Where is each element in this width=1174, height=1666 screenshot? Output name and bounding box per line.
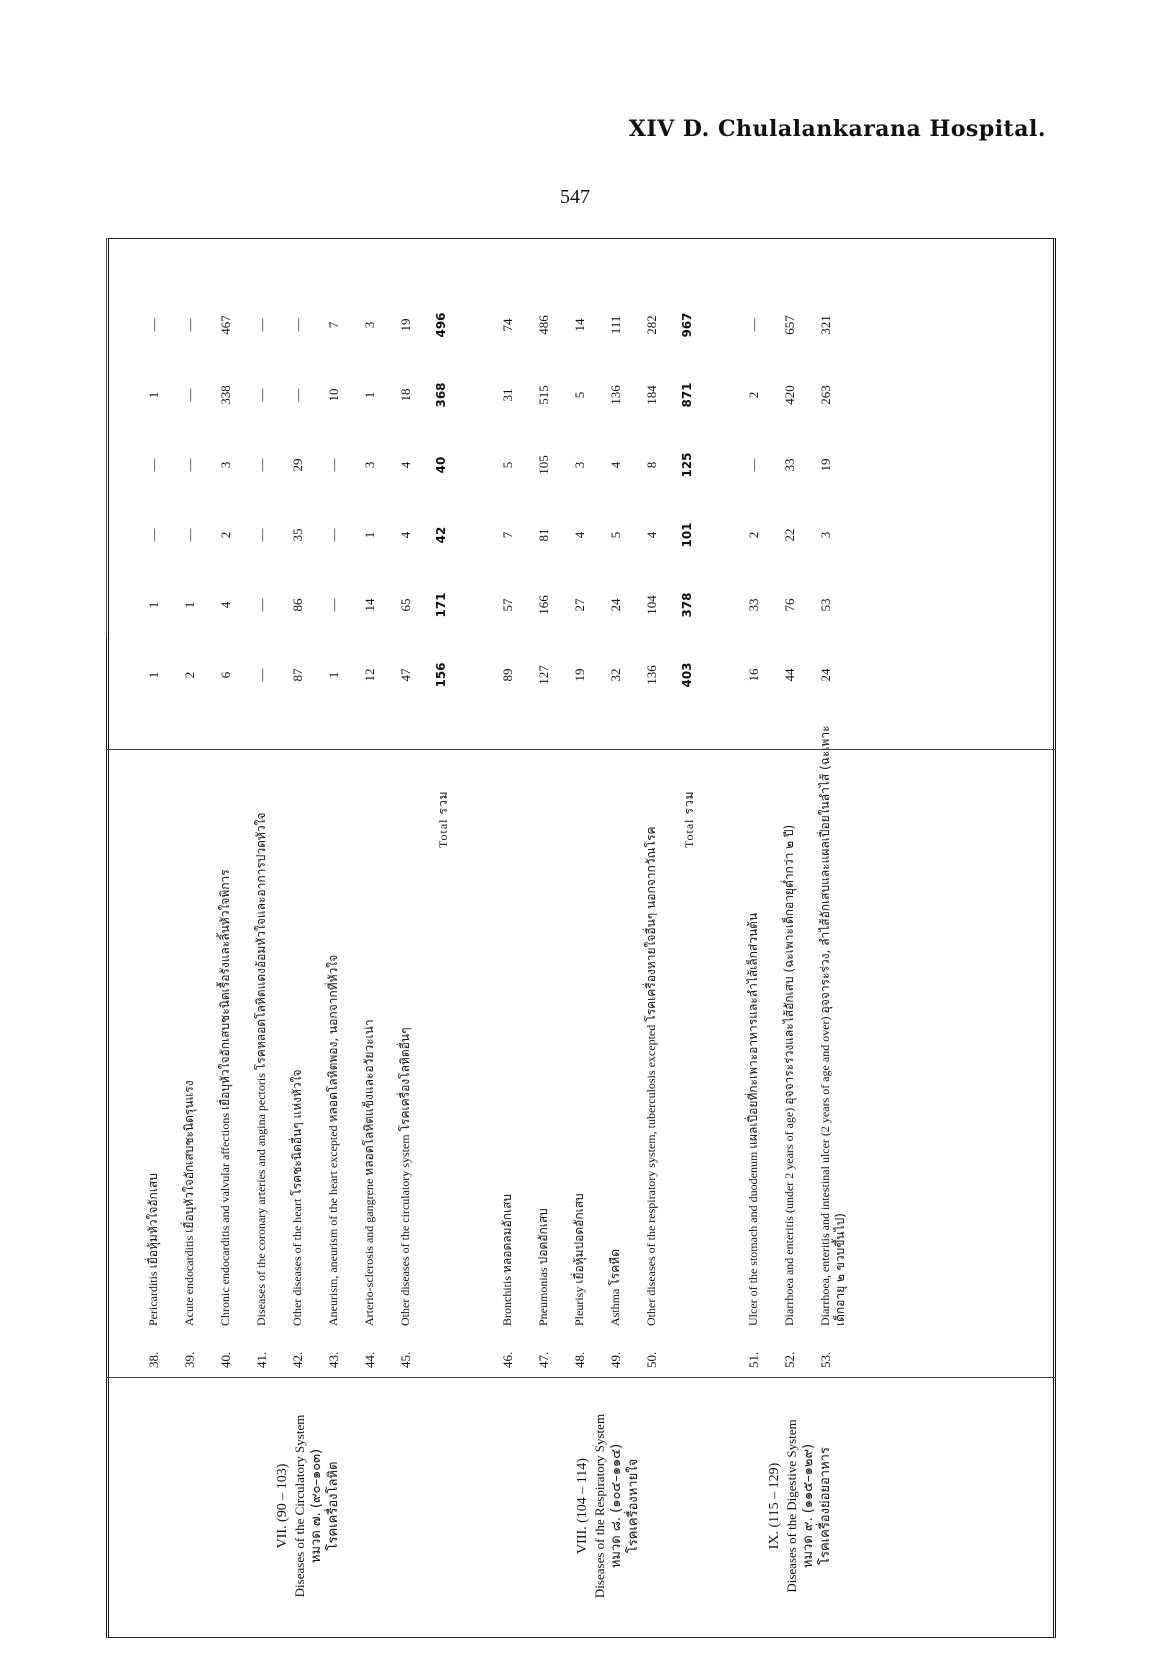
row-value: — — [254, 528, 269, 542]
row-value: 4 — [644, 531, 659, 539]
row-code: 43. — [326, 1351, 341, 1368]
row-value: 3 — [818, 531, 833, 539]
row-description-english: Diseases of the coronary arteries and angina pectoris — [254, 1070, 268, 1326]
total-value: 967 — [680, 312, 694, 338]
row-value: 6 — [218, 671, 233, 679]
total-row — [434, 243, 474, 1368]
total-label-thai: รวม — [682, 790, 696, 815]
row-value: 5 — [500, 461, 515, 469]
row-description-english: Other diseases of the respiratory system, tuberculosis excepted — [644, 1021, 658, 1326]
row-value: 89 — [500, 668, 515, 682]
total-value: 378 — [680, 592, 694, 618]
row-value: 136 — [608, 385, 623, 405]
row-description — [146, 716, 161, 1326]
row-description-thai: เยื่อหุ้มหัวใจอักเสบ — [146, 1173, 160, 1269]
group-title: VII. (90 – 103) — [275, 1463, 290, 1549]
row-value: 4 — [398, 531, 413, 539]
row-value: 2 — [746, 391, 761, 399]
row-value: 3 — [362, 461, 377, 469]
row-description-english: Ulcer of the stomach and duodenum — [746, 1148, 760, 1326]
group-thai-code: หมวด ๗. (๙๐–๑๐๓) — [309, 1448, 324, 1564]
row-description — [746, 716, 761, 1326]
row-value: 105 — [536, 455, 551, 475]
row-value: 515 — [536, 385, 551, 405]
page-number: 547 — [560, 186, 590, 208]
row-code: 53. — [818, 1351, 833, 1368]
table-row — [536, 243, 576, 1368]
total-row — [680, 243, 720, 1368]
row-description-english: Pleurisy — [572, 1283, 586, 1326]
row-value: 4 — [572, 531, 587, 539]
row-code: 47. — [536, 1351, 551, 1368]
row-value: 8 — [644, 461, 659, 469]
row-description — [398, 716, 413, 1326]
total-label — [434, 790, 453, 848]
total-value: 40 — [434, 456, 448, 474]
row-description — [644, 716, 659, 1326]
row-value: 32 — [608, 668, 623, 682]
group-english-name: Diseases of the Circulatory System — [292, 1414, 307, 1598]
row-value: 5 — [572, 391, 587, 399]
row-code: 42. — [290, 1351, 305, 1368]
row-value: 104 — [644, 595, 659, 615]
row-description — [218, 716, 233, 1326]
row-code: 49. — [608, 1351, 623, 1368]
row-description-english: Other diseases of the heart — [290, 1195, 304, 1326]
row-value: 19 — [398, 318, 413, 332]
group-thai-code: หมวด ๘. (๑๐๔–๑๑๔) — [609, 1443, 624, 1569]
row-description-thai: อุจจาระร่วง, ลำไส้อักเสบและแผลเปื่อยในลำไส้ (ฉะเพาะเด็กอายุ ๒ ขวบขึ้นไป) — [818, 725, 847, 1326]
row-value: 24 — [608, 598, 623, 612]
row-value: 282 — [644, 315, 659, 335]
row-value: 321 — [818, 315, 833, 335]
row-description-thai: อุจจาระร่วงและไส้อักเสบ (ฉะเพาะเด็กอายุต่ำกว่า ๒ ปี) — [782, 824, 796, 1105]
row-value: 5 — [608, 531, 623, 539]
row-value: 65 — [398, 598, 413, 612]
row-description-english: Aneurism, aneurism of the heart excepted — [326, 1122, 340, 1326]
row-value: — — [182, 458, 197, 472]
group-label — [274, 1382, 342, 1630]
row-code: 51. — [746, 1351, 761, 1368]
row-description-thai: โรคเครื่องโลหิตอื่นๆ — [398, 1027, 412, 1132]
row-description-thai: โรคหลอดโลหิตแดงอ้อมหัวใจและอาการปวดหัวใจ — [254, 812, 268, 1071]
row-description-thai: แผลเปื่อยที่กะเพาะอาหารและลำไส้เล็กส่วนต้น — [746, 912, 760, 1149]
row-description-english: Asthma — [608, 1285, 622, 1326]
row-value: 33 — [782, 458, 797, 472]
row-value: 74 — [500, 318, 515, 332]
row-value: 111 — [608, 315, 623, 335]
row-value: 420 — [782, 385, 797, 405]
total-value: 403 — [680, 662, 694, 688]
row-value: 2 — [746, 531, 761, 539]
total-label-english: Total — [682, 814, 696, 848]
rotated-statistics-table — [106, 238, 1056, 1638]
table-row — [608, 243, 648, 1368]
row-value: — — [290, 388, 305, 402]
row-value: 57 — [500, 598, 515, 612]
row-value: 27 — [572, 598, 587, 612]
row-value: — — [254, 318, 269, 332]
row-value: 47 — [398, 668, 413, 682]
row-value: 1 — [146, 671, 161, 679]
page-header-title: XIV D. Chulalankarana Hospital. — [628, 116, 1046, 142]
row-value: 3 — [362, 321, 377, 329]
total-value: 125 — [680, 452, 694, 478]
row-description — [536, 716, 551, 1326]
group-label — [766, 1382, 834, 1630]
row-code: 39. — [182, 1351, 197, 1368]
row-description — [608, 716, 623, 1326]
row-value: 19 — [818, 458, 833, 472]
row-value: 127 — [536, 665, 551, 685]
row-value: 87 — [290, 668, 305, 682]
row-value: 4 — [218, 601, 233, 609]
table-row — [362, 243, 402, 1368]
row-value: 12 — [362, 668, 377, 682]
row-value: — — [746, 458, 761, 472]
table-row — [782, 243, 822, 1368]
total-value: 496 — [434, 312, 448, 338]
group-title: IX. (115 – 129) — [767, 1462, 782, 1550]
group-thai-name: โรคเครื่องย่อยอาหาร — [818, 1447, 833, 1565]
row-description-thai: โรคหืด — [608, 1249, 622, 1286]
row-value: 1 — [146, 391, 161, 399]
row-code: 44. — [362, 1351, 377, 1368]
group-thai-code: หมวด ๙. (๑๑๕–๑๒๙) — [801, 1443, 816, 1569]
row-value: 53 — [818, 598, 833, 612]
row-value: 81 — [536, 528, 551, 542]
row-description-thai: เยื่อหุ้มปอดอักเสบ — [572, 1193, 586, 1284]
row-description-thai: เยื่อบุหัวใจอักเสบชะนิดรุนแรง — [182, 1080, 196, 1233]
row-value: 184 — [644, 385, 659, 405]
row-value: — — [326, 528, 341, 542]
row-description-english: Chronic endocarditis and valvular affections — [218, 1109, 232, 1326]
row-code: 40. — [218, 1351, 233, 1368]
row-description — [572, 716, 587, 1326]
row-value: 657 — [782, 315, 797, 335]
row-code: 50. — [644, 1351, 659, 1368]
row-description-english: Diarrhoea, enteritis and intestinal ulcer (2 years of age and over) — [818, 1013, 832, 1326]
table-row — [398, 243, 438, 1368]
row-value: — — [146, 458, 161, 472]
row-description-english: Acute endocarditis — [182, 1232, 196, 1326]
row-value: 1 — [146, 601, 161, 609]
row-description — [254, 716, 269, 1326]
row-description-english: Pneumonias — [536, 1264, 550, 1326]
total-value: 156 — [434, 662, 448, 688]
row-value: — — [146, 318, 161, 332]
row-value: — — [182, 528, 197, 542]
row-value: 29 — [290, 458, 305, 472]
table-row — [182, 243, 222, 1368]
row-value: — — [326, 598, 341, 612]
row-description — [782, 716, 797, 1326]
table-row — [500, 243, 540, 1368]
row-value: 44 — [782, 668, 797, 682]
row-value: — — [254, 598, 269, 612]
group-english-name: Diseases of the Digestive System — [784, 1419, 799, 1593]
total-value: 171 — [434, 592, 448, 618]
row-value: 16 — [746, 668, 761, 682]
row-value: 338 — [218, 385, 233, 405]
row-value: 35 — [290, 528, 305, 542]
row-value: 18 — [398, 388, 413, 402]
row-code: 52. — [782, 1351, 797, 1368]
row-value: — — [254, 668, 269, 682]
row-value: 2 — [218, 531, 233, 539]
row-code: 45. — [398, 1351, 413, 1368]
row-code: 38. — [146, 1351, 161, 1368]
total-value: 871 — [680, 382, 694, 408]
row-description-english: Bronchitis — [500, 1273, 514, 1326]
group-column-divider — [106, 1377, 1056, 1378]
row-value: — — [182, 388, 197, 402]
row-description-thai: หลอดโลหิตพอง, นอกจากที่หัวใจ — [326, 954, 340, 1123]
row-description-english: Pericarditis — [146, 1268, 160, 1326]
row-value: — — [326, 458, 341, 472]
row-description-thai: โรคชะนิดอื่นๆ แห่งหัวใจ — [290, 1069, 304, 1196]
table-row — [746, 243, 786, 1368]
row-description-thai: โรคเครื่องหายใจอื่นๆ นอกจากวัณโรค — [644, 826, 658, 1022]
total-label — [680, 790, 699, 848]
group-thai-name: โรคเครื่องหายใจ — [626, 1458, 641, 1554]
row-value: 1 — [182, 601, 197, 609]
group-english-name: Diseases of the Respiratory System — [592, 1413, 607, 1599]
row-value: 7 — [326, 321, 341, 329]
row-value: 3 — [218, 461, 233, 469]
row-value: 76 — [782, 598, 797, 612]
row-value: — — [290, 318, 305, 332]
row-description-english: Diarrhoea and enteritis (under 2 years of age) — [782, 1104, 796, 1326]
row-value: 7 — [500, 531, 515, 539]
row-value: 31 — [500, 388, 515, 402]
row-value: 22 — [782, 528, 797, 542]
row-description — [326, 716, 341, 1326]
row-description-thai: หลอดลมอักเสบ — [500, 1193, 514, 1273]
row-value: — — [254, 388, 269, 402]
table-row — [644, 243, 684, 1368]
row-value: 10 — [326, 388, 341, 402]
total-label-english: Total — [436, 814, 450, 848]
row-value: 486 — [536, 315, 551, 335]
row-value: 86 — [290, 598, 305, 612]
row-value: 33 — [746, 598, 761, 612]
row-value: 263 — [818, 385, 833, 405]
row-value: 24 — [818, 668, 833, 682]
total-label-thai: รวม — [436, 790, 450, 815]
row-description — [500, 716, 515, 1326]
row-description-english: Arterio-sclerosis and gangrene — [362, 1175, 376, 1326]
table-row — [572, 243, 612, 1368]
row-value: 14 — [362, 598, 377, 612]
row-code: 48. — [572, 1351, 587, 1368]
group-title: VIII. (104 – 114) — [575, 1458, 590, 1554]
table-row — [254, 243, 294, 1368]
table-row — [218, 243, 258, 1368]
total-value: 368 — [434, 382, 448, 408]
row-code: 41. — [254, 1351, 269, 1368]
table-row — [818, 243, 858, 1368]
total-value: 42 — [434, 526, 448, 544]
row-description — [818, 716, 848, 1326]
row-value: 1 — [362, 531, 377, 539]
numeric-column-rule — [106, 238, 107, 638]
row-description — [362, 716, 377, 1326]
row-value: — — [146, 528, 161, 542]
row-code: 46. — [500, 1351, 515, 1368]
row-value: 14 — [572, 318, 587, 332]
table-row — [326, 243, 366, 1368]
row-value: 467 — [218, 315, 233, 335]
group-label — [574, 1382, 642, 1630]
row-value: — — [182, 318, 197, 332]
row-description — [182, 716, 197, 1326]
row-description-english: Other diseases of the circulatory system — [398, 1131, 412, 1326]
group-thai-name: โรคเครื่องโลหิต — [326, 1461, 341, 1551]
row-value: — — [254, 458, 269, 472]
row-value: 166 — [536, 595, 551, 615]
row-description — [290, 716, 305, 1326]
row-value: 19 — [572, 668, 587, 682]
row-value: 136 — [644, 665, 659, 685]
total-value: 101 — [680, 522, 694, 548]
row-value: 4 — [398, 461, 413, 469]
row-value: 1 — [362, 391, 377, 399]
table-row — [146, 243, 186, 1368]
row-description-thai: ปอดอักเสบ — [536, 1208, 550, 1265]
row-value: — — [746, 318, 761, 332]
row-value: 2 — [182, 671, 197, 679]
row-value: 3 — [572, 461, 587, 469]
table-row — [290, 243, 330, 1368]
row-description-thai: หลอดโลหิตแข็งและอวัยวะเน่า — [362, 1019, 376, 1176]
row-value: 4 — [608, 461, 623, 469]
row-description-thai: เยื่อบุหัวใจอักเสบชะนิดเรื้อรังและลิ้นหัวใจพิการ — [218, 869, 232, 1110]
row-value: 1 — [326, 671, 341, 679]
